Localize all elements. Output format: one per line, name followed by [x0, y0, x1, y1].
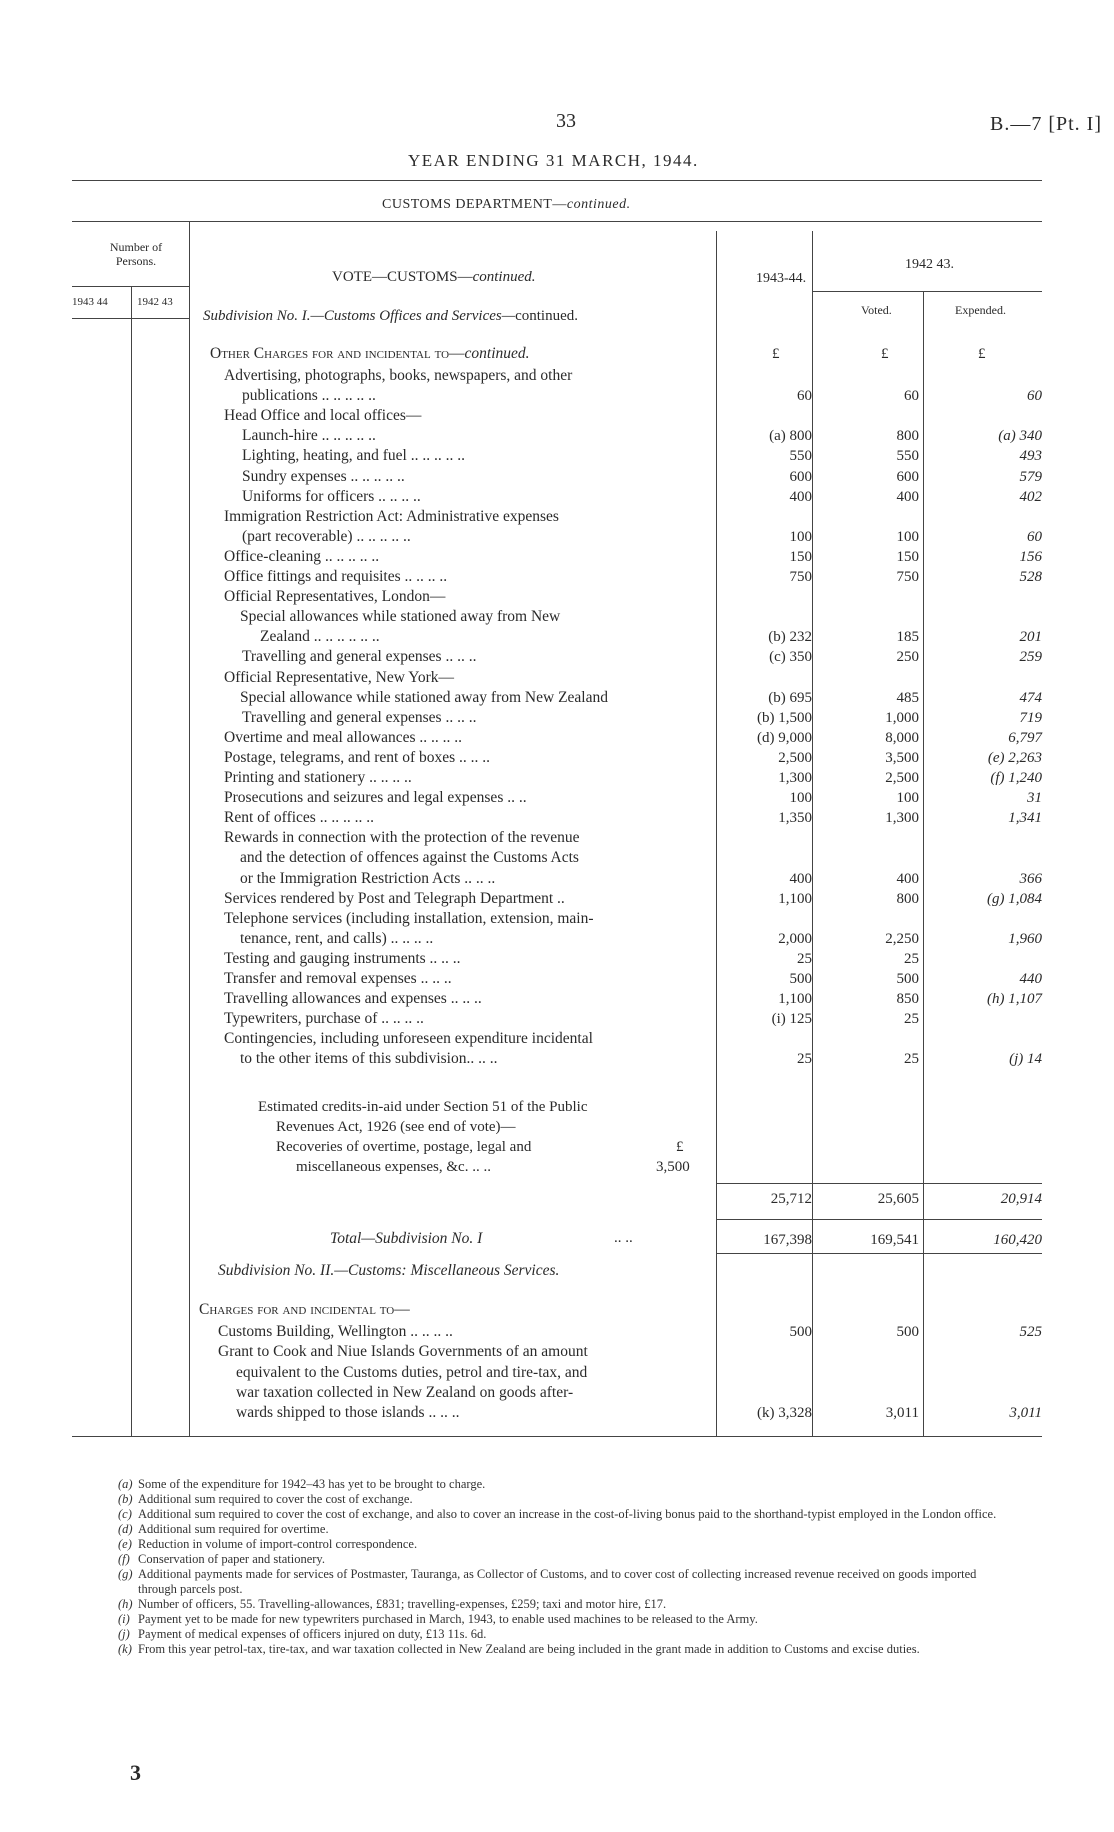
row-value-c2: 550	[896, 448, 919, 465]
row-label: Prosecutions and seizures and legal expenses .. ..	[224, 789, 527, 807]
vote-continued: continued.	[472, 269, 536, 285]
page-title: YEAR ENDING 31 MARCH, 1944.	[408, 151, 699, 170]
voted-expended-rule	[923, 292, 924, 1436]
row-value-c2: 2,250	[885, 930, 919, 947]
row-label: Launch-hire .. .. .. .. ..	[242, 427, 376, 445]
footnote-text: Reduction in volume of import-control correspondence.	[138, 1537, 418, 1551]
subtotal-rule	[716, 1183, 1042, 1184]
row-value-c2: 600	[896, 468, 919, 485]
row-value-c3: (h) 1,107	[987, 991, 1042, 1008]
total-1943: 167,398	[763, 1232, 812, 1248]
footnote	[118, 1567, 998, 1597]
footnote-mark: (i)	[118, 1612, 130, 1626]
column-1942-header: 1942 43.	[905, 257, 954, 272]
row-label: Travelling allowances and expenses .. .. ..	[224, 990, 482, 1008]
row-value-c3: 259	[1019, 649, 1042, 666]
footnote-mark: (j)	[118, 1627, 130, 1641]
row-label: Official Representative, New York—	[224, 668, 455, 686]
row-value-c2: 150	[896, 548, 919, 565]
header-rule	[72, 180, 1042, 181]
row-value-c3: 6,797	[1008, 729, 1042, 746]
row-value-c3: 156	[1019, 548, 1042, 565]
row-value-c3: 402	[1019, 488, 1042, 505]
row-label: Customs Building, Wellington .. .. .. ..	[218, 1323, 453, 1340]
row-value-c3: (a) 340	[998, 428, 1042, 445]
footnote-text: Additional payments made for services of Postmaster, Tauranga, as Collector of Customs, and to cover cost of collecting increased revenue received on goods imported through parcels post.	[138, 1567, 977, 1596]
row-value-c1: 600	[789, 468, 812, 485]
footnote-text: Conservation of paper and stationery.	[138, 1552, 325, 1566]
footnote	[118, 1477, 998, 1492]
row-label: Transfer and removal expenses .. .. ..	[224, 970, 452, 987]
subdivision-2-charges-heading: Charges for and incidental to—	[199, 1301, 410, 1318]
row-value-c3: 719	[1019, 709, 1042, 726]
row-value-c1: 2,000	[778, 930, 812, 947]
row-label: Office fittings and requisites .. .. .. ..	[224, 568, 448, 585]
footnote-mark: (a)	[118, 1477, 133, 1491]
subdivision-1-continued: continued.	[515, 308, 578, 324]
row-label: Zealand .. .. .. .. .. ..	[260, 628, 380, 646]
row-value-c1: 1,100	[778, 890, 812, 907]
row-value-c1: 750	[789, 569, 812, 585]
footnote-mark: (c)	[118, 1507, 132, 1521]
other-charges-label: Other Charges for and incidental to—	[210, 345, 465, 362]
row-value-c1: 150	[789, 548, 812, 565]
persons-split-rule	[131, 286, 132, 1436]
row-value-c1: 400	[789, 870, 812, 887]
row-value-c3: 31	[1027, 790, 1042, 807]
row-label: Testing and gauging instruments .. .. ..	[224, 949, 461, 967]
subdivision-1-title	[203, 308, 578, 325]
row-label: Grant to Cook and Niue Islands Governments of an amount	[218, 1343, 588, 1361]
document-reference: B.—7 [Pt. I]	[990, 113, 1102, 135]
row-value-c1: (a) 800	[769, 428, 812, 445]
total-label: Total—Subdivision No. I	[330, 1230, 483, 1247]
persons-column-rule	[189, 221, 190, 1436]
row-label: wards shipped to those islands .. .. ..	[236, 1404, 460, 1422]
row-value-c3: 493	[1019, 448, 1042, 465]
row-value-c2: 400	[896, 488, 919, 505]
row-value-c2: 100	[896, 790, 919, 807]
row-label: Advertising, photographs, books, newspapers, and other	[224, 367, 573, 384]
row-label: Lighting, heating, and fuel .. .. .. .. ..	[242, 447, 465, 465]
row-value-c3: 3,011	[1009, 1405, 1042, 1422]
column-1943-left-rule	[716, 231, 717, 1436]
row-value-c1: (b) 1,500	[757, 709, 812, 726]
credits-line-4-text: miscellaneous expenses, &c. .. ..	[296, 1159, 491, 1175]
row-value-c1: 25	[797, 1051, 812, 1068]
persons-column-header: Number of Persons.	[109, 240, 163, 268]
row-label: Travelling and general expenses .. .. ..	[242, 708, 477, 726]
footnote	[118, 1537, 998, 1552]
credits-line-3-text: Recoveries of overtime, postage, legal and	[276, 1139, 532, 1155]
row-value-c3: (j) 14	[1009, 1051, 1042, 1068]
row-value-c1: (d) 9,000	[757, 729, 812, 746]
page-number: 33	[556, 110, 576, 132]
row-value-c2: 60	[904, 388, 919, 405]
row-label: Uniforms for officers .. .. .. ..	[242, 487, 421, 505]
row-value-c1: (b) 232	[768, 629, 812, 646]
department-continued: continued.	[566, 197, 631, 212]
row-value-c1: 2,500	[778, 749, 812, 766]
row-value-c3: 366	[1019, 870, 1042, 887]
row-value-c3: (g) 1,084	[987, 890, 1042, 907]
persons-1942-header: 1942 43	[137, 296, 173, 308]
column-1943-header: 1943-44.	[756, 271, 807, 286]
sheet-number: 3	[130, 1760, 141, 1785]
row-value-c1: (i) 125	[771, 1011, 812, 1028]
row-value-c2: 400	[896, 870, 919, 887]
subdivision-1-name: Subdivision No. I.—Customs Offices and Services—	[203, 308, 516, 324]
footnote-mark: (k)	[118, 1642, 132, 1656]
footnote	[118, 1507, 998, 1522]
total-voted: 169,541	[870, 1232, 919, 1248]
row-value-c3: 1,960	[1008, 930, 1042, 947]
row-value-c1: 1,100	[778, 991, 812, 1008]
row-value-c3: 579	[1019, 468, 1042, 485]
footnote-text: Additional sum required for overtime.	[138, 1522, 329, 1536]
row-label: or the Immigration Restriction Acts .. .. ..	[240, 869, 496, 887]
row-value-c3: 528	[1019, 569, 1042, 585]
footnote-mark: (d)	[118, 1522, 133, 1536]
total-expended: 160,420	[993, 1232, 1042, 1248]
row-label: (part recoverable) .. .. .. .. ..	[242, 527, 411, 545]
row-value-c1: 1,300	[778, 770, 812, 786]
footnote-text: Payment yet to be made for new typewriters purchased in March, 1943, to enable used machines to be released to the Army.	[138, 1612, 758, 1626]
footnote	[118, 1627, 998, 1642]
row-value-c3: 525	[1019, 1324, 1042, 1340]
row-label: Rewards in connection with the protection of the revenue	[224, 829, 580, 847]
table-bottom-rule	[72, 1436, 1042, 1437]
row-value-c1: 1,350	[778, 810, 812, 827]
persons-head-rule	[72, 286, 189, 287]
row-value-c2: 250	[896, 649, 919, 666]
row-value-c2: 500	[896, 1324, 919, 1340]
row-label: Official Representatives, London—	[224, 588, 446, 606]
row-label: Head Office and local offices—	[224, 407, 422, 425]
row-value-c3: 201	[1019, 629, 1042, 646]
row-label: Overtime and meal allowances .. .. .. ..	[224, 728, 463, 746]
row-value-c3: 440	[1019, 971, 1042, 987]
row-label: Telephone services (including installation, extension, main-	[224, 909, 594, 927]
row-label: Postage, telegrams, and rent of boxes .. .. ..	[224, 748, 491, 766]
row-value-c1: 500	[789, 971, 812, 987]
credits-line-4	[258, 1157, 690, 1177]
column-1942-head-rule	[812, 291, 1042, 292]
other-charges-continued: continued.	[464, 345, 530, 362]
row-value-c1: 100	[789, 528, 812, 545]
row-value-c3: (e) 2,263	[987, 749, 1042, 766]
credits-line-1: Estimated credits-in-aid under Section 51 of the Public	[258, 1099, 588, 1115]
department-title	[382, 197, 631, 213]
row-value-c2: 185	[896, 629, 919, 646]
total-rule	[716, 1219, 1042, 1220]
row-label: Office-cleaning .. .. .. .. ..	[224, 547, 380, 565]
footnote-mark: (g)	[118, 1567, 133, 1581]
footnote-text: From this year petrol-tax, tire-tax, and war taxation collected in New Zealand are being included in the grant made in addition to Customs and excise duties.	[138, 1642, 920, 1656]
row-value-c3: (f) 1,240	[990, 770, 1042, 786]
pound-sign-expended: £	[978, 346, 986, 362]
row-label: Special allowance while stationed away from New Zealand	[240, 688, 608, 706]
footnote-text: Number of officers, 55. Travelling-allowances, £831; travelling-expenses, £259; taxi and motor hire, £17.	[138, 1597, 667, 1611]
row-value-c2: 100	[896, 528, 919, 545]
footnote	[118, 1492, 998, 1507]
row-value-c3: 60	[1027, 388, 1042, 405]
row-label: Contingencies, including unforeseen expenditure incidental	[224, 1030, 593, 1048]
row-value-c1: (k) 3,328	[757, 1405, 812, 1422]
row-label: publications .. .. .. .. ..	[242, 387, 376, 405]
row-value-c2: 1,000	[885, 709, 919, 726]
row-value-c1: 60	[797, 388, 812, 405]
row-value-c3: 474	[1019, 689, 1042, 706]
row-value-c3: 1,341	[1008, 810, 1042, 827]
footnote-text: Additional sum required to cover the cost of exchange.	[138, 1492, 413, 1506]
footnote	[118, 1552, 998, 1567]
row-value-c2: 800	[896, 890, 919, 907]
pound-sign-voted: £	[881, 346, 889, 362]
row-value-c3: 60	[1027, 528, 1042, 545]
row-value-c1: 550	[789, 448, 812, 465]
row-value-c2: 3,500	[885, 749, 919, 766]
credits-line-3	[258, 1137, 684, 1157]
footnote	[118, 1642, 998, 1657]
row-label: Sundry expenses .. .. .. .. ..	[242, 467, 405, 485]
credits-in-aid	[258, 1097, 690, 1177]
expended-column-header: Expended.	[955, 303, 1006, 317]
footnote-text: Payment of medical expenses of officers injured on duty, £13 11s. 6d.	[138, 1627, 487, 1641]
row-value-c2: 850	[896, 991, 919, 1008]
row-value-c1: (b) 695	[768, 689, 812, 706]
row-label: war taxation collected in New Zealand on goods after-	[236, 1383, 574, 1401]
row-label: Typewriters, purchase of .. .. .. ..	[224, 1010, 424, 1028]
department-name: CUSTOMS DEPARTMENT—	[382, 197, 567, 212]
subtotal-expended: 20,914	[1000, 1191, 1042, 1207]
row-value-c2: 25	[904, 1051, 919, 1068]
persons-years-rule	[72, 318, 189, 319]
row-label: equivalent to the Customs duties, petrol and tire-tax, and	[236, 1363, 588, 1381]
row-value-c1: 500	[789, 1324, 812, 1340]
row-value-c2: 1,300	[885, 810, 919, 827]
row-value-c2: 500	[896, 971, 919, 987]
credits-pound-sign: £	[676, 1139, 684, 1155]
vote-title	[332, 269, 535, 286]
footnote	[118, 1612, 998, 1627]
row-value-c2: 25	[904, 950, 919, 967]
row-value-c2: 3,011	[885, 1405, 919, 1422]
total-bottom-rule	[716, 1253, 1042, 1254]
pound-sign-1943: £	[772, 346, 780, 362]
footnote-text: Some of the expenditure for 1942–43 has yet to be brought to charge.	[138, 1477, 486, 1491]
persons-1943-header: 1943 44	[72, 296, 108, 308]
footnote-text: Additional sum required to cover the cost of exchange, and also to cover an increase in the cost-of-living bonus paid to the shorthand-typist employed in the London office.	[138, 1507, 997, 1521]
row-value-c1: 25	[797, 950, 812, 967]
row-label: Travelling and general expenses .. .. ..	[242, 648, 477, 666]
row-label: and the detection of offences against the Customs Acts	[240, 849, 579, 867]
footnote-mark: (b)	[118, 1492, 133, 1506]
credits-amount: 3,500	[656, 1159, 690, 1175]
row-label: Printing and stationery .. .. .. ..	[224, 769, 412, 786]
subtotal-voted: 25,605	[877, 1191, 919, 1207]
row-value-c2: 25	[904, 1011, 919, 1028]
row-value-c1: (c) 350	[769, 649, 812, 666]
column-1942-left-rule	[812, 231, 813, 1436]
other-charges-heading	[210, 345, 530, 363]
row-value-c2: 8,000	[885, 729, 919, 746]
row-value-c2: 800	[896, 428, 919, 445]
row-label: Immigration Restriction Act: Administrative expenses	[224, 507, 559, 525]
footnote-mark: (h)	[118, 1597, 133, 1611]
credits-line-2: Revenues Act, 1926 (see end of vote)—	[276, 1119, 516, 1135]
voted-column-header: Voted.	[861, 303, 892, 317]
row-label: Rent of offices .. .. .. .. ..	[224, 809, 374, 827]
row-label: Special allowances while stationed away from New	[240, 608, 561, 626]
total-leader-dots: .. ..	[614, 1230, 633, 1246]
vote-name: VOTE—CUSTOMS—	[332, 269, 473, 285]
row-value-c2: 2,500	[885, 770, 919, 786]
footnote	[118, 1597, 998, 1612]
subtotal-1943: 25,712	[770, 1191, 812, 1207]
row-value-c2: 750	[896, 569, 919, 585]
row-value-c1: 100	[789, 790, 812, 807]
row-value-c2: 485	[896, 689, 919, 706]
footnote-mark: (f)	[118, 1552, 130, 1566]
row-label: tenance, rent, and calls) .. .. .. ..	[240, 929, 434, 947]
footnote-mark: (e)	[118, 1537, 132, 1551]
row-value-c1: 400	[789, 488, 812, 505]
row-label: Services rendered by Post and Telegraph Department ..	[224, 889, 565, 907]
footnotes	[118, 1477, 998, 1657]
footnote	[118, 1522, 998, 1537]
row-label: to the other items of this subdivision.. .. ..	[240, 1050, 498, 1068]
table-top-rule	[72, 221, 1042, 222]
subdivision-2-title: Subdivision No. II.—Customs: Miscellaneous Services.	[218, 1262, 560, 1279]
